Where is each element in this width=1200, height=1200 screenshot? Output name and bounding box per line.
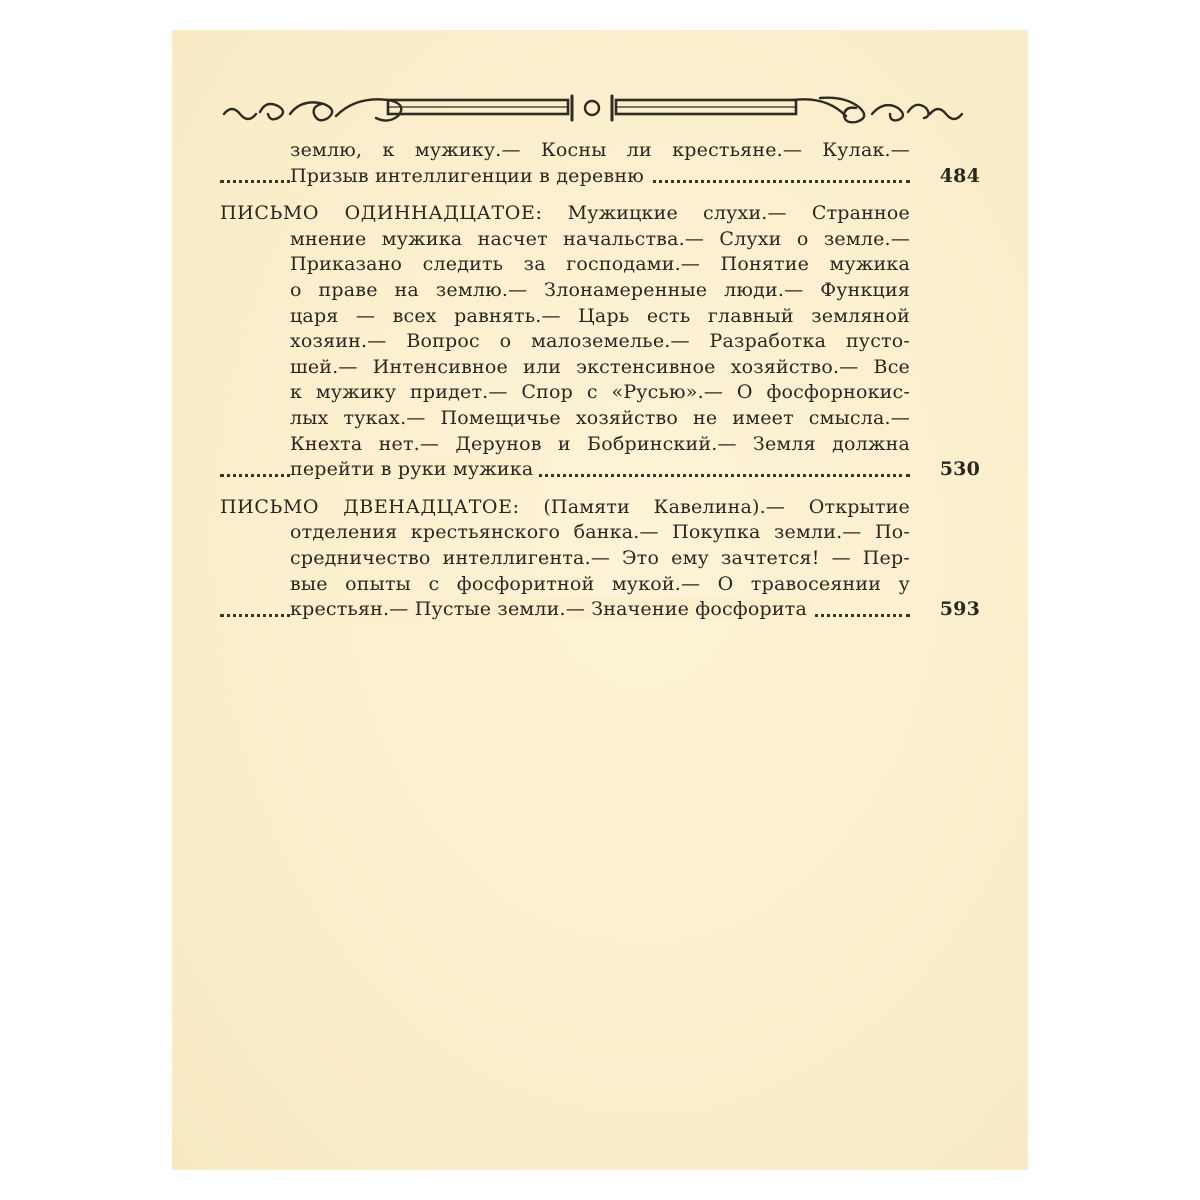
decorative-header-ornament-icon bbox=[220, 92, 964, 124]
toc-line: отделения крестьянского банка.— Покупка земли.— По- bbox=[290, 521, 910, 544]
toc-line: хозяин.— Вопрос о малоземелье.— Разработка пусто- bbox=[290, 330, 910, 353]
toc-first-line bbox=[220, 201, 910, 227]
toc-line-text: перейти в руки мужика bbox=[290, 458, 539, 480]
toc-line-text: крестьян.— Пустые земли.— Значение фосфорита bbox=[290, 598, 813, 620]
page-number: 530 bbox=[939, 458, 980, 481]
toc-line: к мужику придет.— Спор с «Русью».— О фосфорнокис- bbox=[290, 381, 910, 404]
page-number: 484 bbox=[939, 164, 980, 187]
toc-line: шей.— Интенсивное или экстенсивное хозяйство.— Все bbox=[290, 355, 910, 378]
letter-heading: ПИСЬМО ДВЕНАДЦАТОЕ: bbox=[220, 495, 520, 518]
toc-line: вые опыты с фосфоритной мукой.— О травосеянии у bbox=[290, 572, 910, 595]
book-page bbox=[172, 30, 1028, 1170]
toc-line: лых туках.— Помещичье хозяйство не имеет смысла.— bbox=[290, 406, 910, 429]
toc-line: мнение мужика насчет начальства.— Слухи о земле.— bbox=[290, 227, 910, 250]
toc-line-text: Призыв интеллигенции в деревню bbox=[290, 165, 650, 187]
toc-line-with-leader bbox=[220, 164, 910, 190]
toc-line-text: Мужицкие слухи.— Странное bbox=[567, 202, 910, 225]
toc-line: землю, к мужику.— Косны ли крестьяне.— Кулак.— bbox=[290, 139, 910, 161]
page-number: 593 bbox=[939, 598, 980, 621]
table-of-contents bbox=[220, 138, 980, 635]
toc-first-line bbox=[220, 495, 910, 521]
toc-line-text: (Памяти Кавелина).— Открытие bbox=[543, 495, 910, 518]
toc-entry-letter-11 bbox=[220, 201, 980, 483]
toc-line-with-leader bbox=[220, 457, 910, 483]
toc-entry-continuation bbox=[220, 138, 980, 189]
toc-line: о праве на землю.— Злонамеренные люди.— Функция bbox=[290, 278, 910, 301]
toc-line: Кнехта нет.— Дерунов и Бобринский.— Земля должна bbox=[290, 432, 910, 455]
toc-entry-letter-12 bbox=[220, 495, 980, 623]
toc-line: Приказано следить за господами.— Понятие мужика bbox=[290, 253, 910, 276]
toc-line-with-leader bbox=[220, 597, 910, 623]
toc-line: царя — всех равнять.— Царь есть главный земляной bbox=[290, 304, 910, 327]
letter-heading: ПИСЬМО ОДИННАДЦАТОЕ: bbox=[220, 202, 543, 225]
toc-line: средничество интеллигента.— Это ему зачтется! — Пер- bbox=[290, 546, 910, 569]
